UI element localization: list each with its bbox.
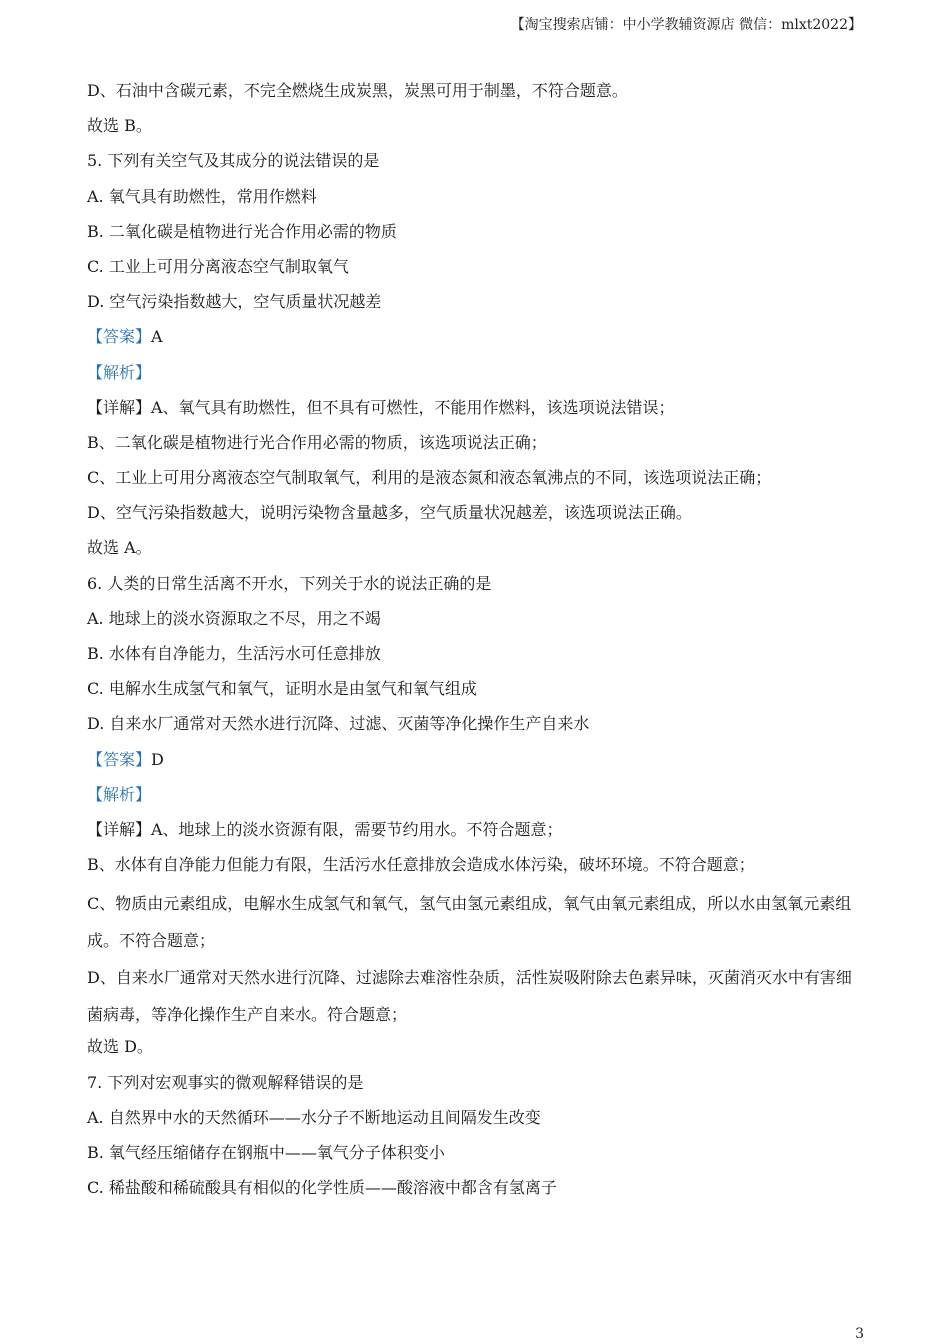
- text-line: 故选 D。: [87, 1037, 153, 1057]
- text-line: B、水体有自净能力但能力有限，生活污水任意排放会造成水体污染，破坏环境。不符合题意；: [87, 855, 755, 875]
- text-line: 【详解】A、氧气具有助燃性，但不具有可燃性，不能用作燃料，该选项说法错误；: [87, 397, 675, 417]
- question-5-option-a: A. 氧气具有助燃性，常用作燃料: [87, 186, 317, 206]
- question-7-option-a: A. 自然界中水的天然循环——水分子不断地运动且间隔发生改变: [87, 1107, 541, 1127]
- text-line: D、石油中含碳元素，不完全燃烧生成炭黑，炭黑可用于制墨，不符合题意。: [87, 81, 628, 100]
- answer-label: 【答案】: [87, 749, 152, 769]
- question-6-stem: 6. 人类的日常生活离不开水，下列关于水的说法正确的是: [87, 573, 492, 593]
- analysis-label: 【解析】: [87, 362, 152, 382]
- text-paragraph: D、自来水厂通常对天然水进行沉降、过滤除去难溶性杂质，活性炭吸附除去色素异味，灭菌消灭水中有害细菌病毒，等净化操作生产自来水。符合题意；: [87, 968, 852, 1025]
- page-number: 3: [855, 1326, 864, 1342]
- text-paragraph: C、物质由元素组成，电解水生成氢气和氧气，氢气由氢元素组成，氧气由氧元素组成，所以水由氢氧元素组成。不符合题意；: [87, 894, 852, 951]
- text-line: C、工业上可用分离液态空气制取氧气，利用的是液态氮和液态氧沸点的不同，该选项说法正确；: [87, 468, 772, 488]
- text-line: 【详解】A、地球上的淡水资源有限，需要节约用水。不符合题意；: [87, 819, 563, 839]
- answer-value: A: [151, 327, 163, 347]
- question-6-analysis-label: [87, 780, 862, 815]
- question-6-option-b: B. 水体有自净能力，生活污水可任意排放: [87, 644, 381, 663]
- text-line: B、二氧化碳是植物进行光合作用必需的物质，该选项说法正确；: [87, 432, 547, 452]
- answer-value: D: [151, 749, 164, 769]
- question-6-option-c: C. 电解水生成氢气和氧气，证明水是由氢气和氧气组成: [87, 679, 477, 699]
- question-5-option-d: D. 空气污染指数越大，空气质量状况越差: [87, 292, 382, 312]
- document-body: [87, 76, 862, 1208]
- page-header: 【淘宝搜索店铺：中小学教辅资源店 微信：mlxt2022】: [510, 17, 862, 33]
- question-7-option-b: B. 氧气经压缩储存在钢瓶中——氧气分子体积变小: [87, 1142, 445, 1162]
- text-line: D、空气污染指数越大，说明污染物含量越多，空气质量状况越差，该选项说法正确。: [87, 503, 692, 523]
- analysis-label: 【解析】: [87, 784, 152, 804]
- question-6-option-a: A. 地球上的淡水资源取之不尽，用之不竭: [87, 608, 381, 628]
- question-6-answer: [87, 745, 862, 780]
- question-5-option-c: C. 工业上可用分离液态空气制取氧气: [87, 256, 349, 276]
- question-6-option-d: D. 自来水厂通常对天然水进行沉降、过滤、灭菌等净化操作生产自来水: [87, 714, 590, 734]
- question-5-option-b: B. 二氧化碳是植物进行光合作用必需的物质: [87, 221, 397, 241]
- question-7-option-c: C. 稀盐酸和稀硫酸具有相似的化学性质——酸溶液中都含有氢离子: [87, 1178, 557, 1198]
- text-line: 故选 A。: [87, 538, 152, 558]
- answer-label: 【答案】: [87, 327, 152, 347]
- question-5-analysis-label: [87, 358, 862, 393]
- question-5-answer: [87, 322, 862, 357]
- question-5-stem: 5. 下列有关空气及其成分的说法错误的是: [87, 151, 380, 171]
- text-line: 故选 B。: [87, 116, 152, 136]
- question-7-stem: 7. 下列对宏观事实的微观解释错误的是: [87, 1072, 364, 1092]
